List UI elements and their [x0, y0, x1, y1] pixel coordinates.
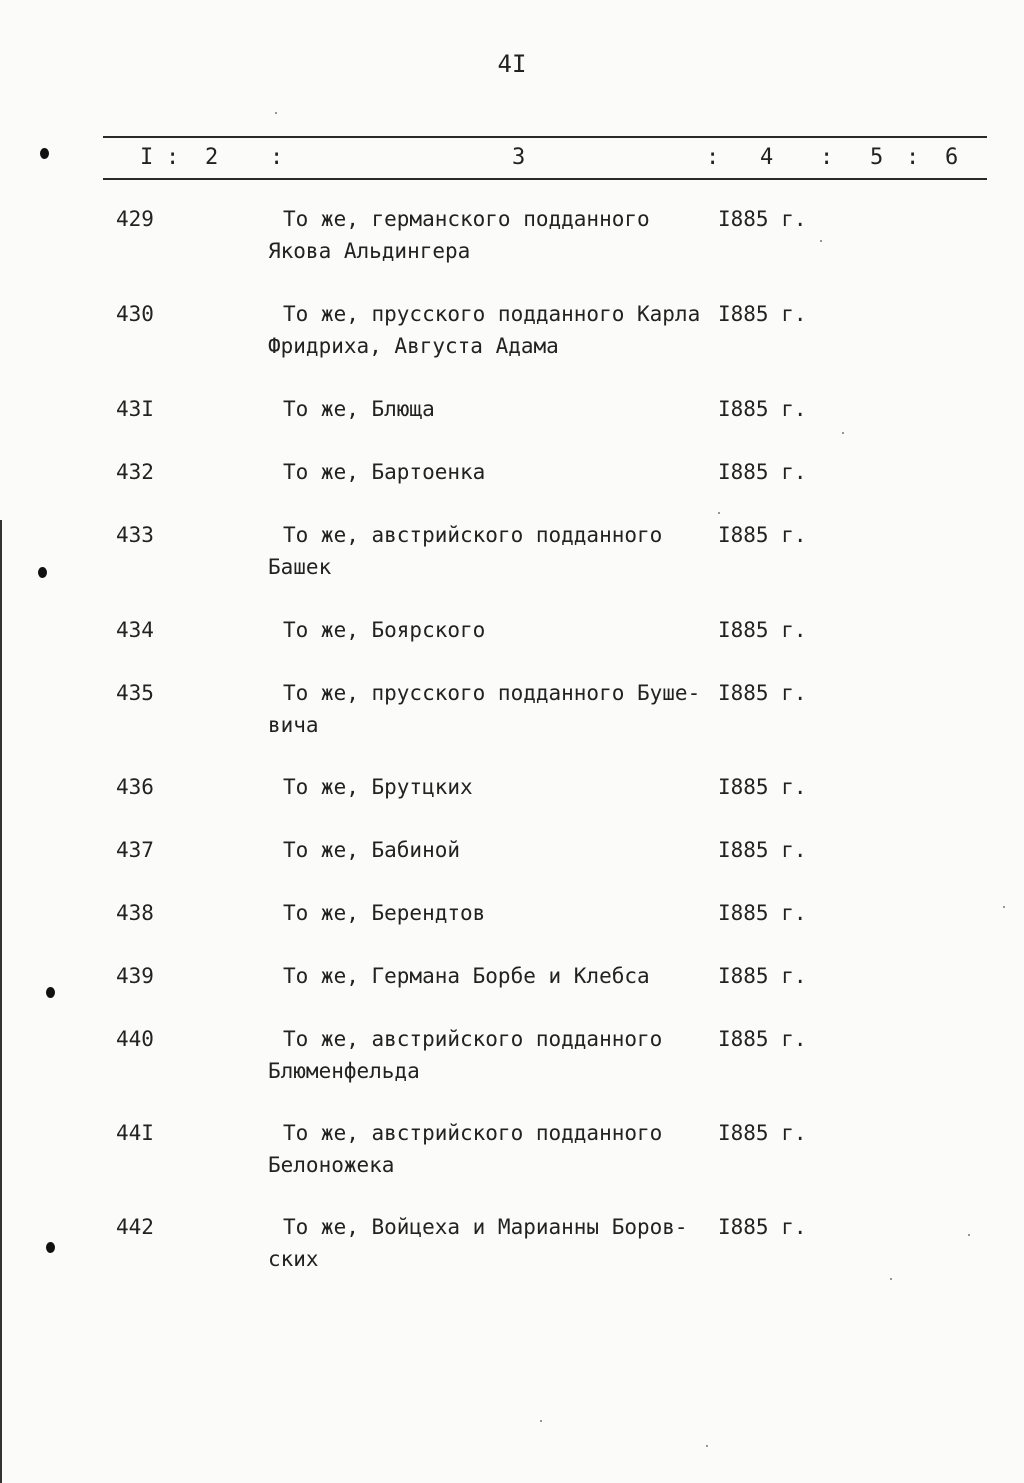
row-number: 432: [116, 460, 154, 484]
row-year: I885 г.: [718, 1027, 807, 1051]
punch-hole: [46, 987, 55, 998]
row-year: I885 г.: [718, 964, 807, 988]
header-separator: :: [166, 145, 180, 170]
punch-hole: [46, 1242, 55, 1253]
row-year: I885 г.: [718, 460, 807, 484]
row-description: То же, австрийского подданного: [283, 523, 663, 547]
row-year: I885 г.: [718, 302, 807, 326]
row-number: 434: [116, 618, 154, 642]
scan-edge: [0, 520, 2, 1483]
header-col-3: 3: [512, 145, 526, 170]
row-description: То же, Войцеха и Марианны Боров-: [283, 1215, 688, 1239]
header-separator: :: [820, 145, 834, 170]
header-col-4: 4: [760, 145, 774, 170]
row-description-continued: вича: [268, 713, 319, 737]
header-col-1: I: [140, 145, 154, 170]
row-number: 430: [116, 302, 154, 326]
header-separator: :: [270, 145, 284, 170]
row-description: То же, Бартоенка: [283, 460, 486, 484]
row-number: 442: [116, 1215, 154, 1239]
row-year: I885 г.: [718, 775, 807, 799]
row-number: 429: [116, 207, 154, 231]
punch-hole: [38, 567, 47, 578]
row-description: То же, Бабиной: [283, 838, 461, 862]
row-description-continued: Белоножека: [268, 1153, 395, 1177]
row-description-continued: Башек: [268, 555, 332, 579]
row-description: То же, Боярского: [283, 618, 486, 642]
row-number: 437: [116, 838, 154, 862]
row-year: I885 г.: [718, 838, 807, 862]
header-col-6: 6: [945, 145, 959, 170]
row-year: I885 г.: [718, 901, 807, 925]
row-year: I885 г.: [718, 523, 807, 547]
row-year: I885 г.: [718, 681, 807, 705]
row-description: То же, Блюща: [283, 397, 435, 421]
row-year: I885 г.: [718, 207, 807, 231]
row-year: I885 г.: [718, 397, 807, 421]
row-description-continued: ских: [268, 1247, 319, 1271]
row-number: 433: [116, 523, 154, 547]
row-year: I885 г.: [718, 618, 807, 642]
row-number: 440: [116, 1027, 154, 1051]
header-separator: :: [906, 145, 920, 170]
scan-speck: [820, 240, 822, 242]
row-number: 436: [116, 775, 154, 799]
row-year: I885 г.: [718, 1215, 807, 1239]
header-top-rule: [103, 136, 987, 138]
row-description: То же, прусского подданного Буше-: [283, 681, 701, 705]
row-number: 44I: [116, 1121, 154, 1145]
row-number: 439: [116, 964, 154, 988]
row-description: То же, Брутцких: [283, 775, 473, 799]
row-description-continued: Фридриха, Августа Адама: [268, 334, 559, 358]
row-year: I885 г.: [718, 1121, 807, 1145]
row-description: То же, австрийского подданного: [283, 1121, 663, 1145]
row-description: То же, австрийского подданного: [283, 1027, 663, 1051]
scan-speck: [1003, 906, 1005, 908]
scan-speck: [890, 1278, 892, 1280]
header-col-2: 2: [205, 145, 219, 170]
header-col-5: 5: [870, 145, 884, 170]
row-description: То же, прусского подданного Карла: [283, 302, 701, 326]
scan-speck: [275, 112, 277, 114]
row-description-continued: Блюменфельда: [268, 1059, 420, 1083]
scan-speck: [706, 1445, 708, 1447]
scan-speck: [540, 1420, 542, 1422]
row-description: То же, германского подданного: [283, 207, 650, 231]
row-number: 435: [116, 681, 154, 705]
scan-speck: [842, 432, 844, 434]
header-separator: :: [706, 145, 720, 170]
row-description: То же, Германа Борбе и Клебса: [283, 964, 650, 988]
row-number: 438: [116, 901, 154, 925]
punch-hole: [40, 148, 49, 159]
row-description: То же, Берендтов: [283, 901, 486, 925]
row-description-continued: Якова Альдингера: [268, 239, 471, 263]
row-number: 43I: [116, 397, 154, 421]
page-number: 4I: [497, 50, 527, 78]
scan-speck: [968, 1234, 970, 1236]
header-bottom-rule: [103, 178, 987, 180]
scan-speck: [718, 512, 720, 514]
